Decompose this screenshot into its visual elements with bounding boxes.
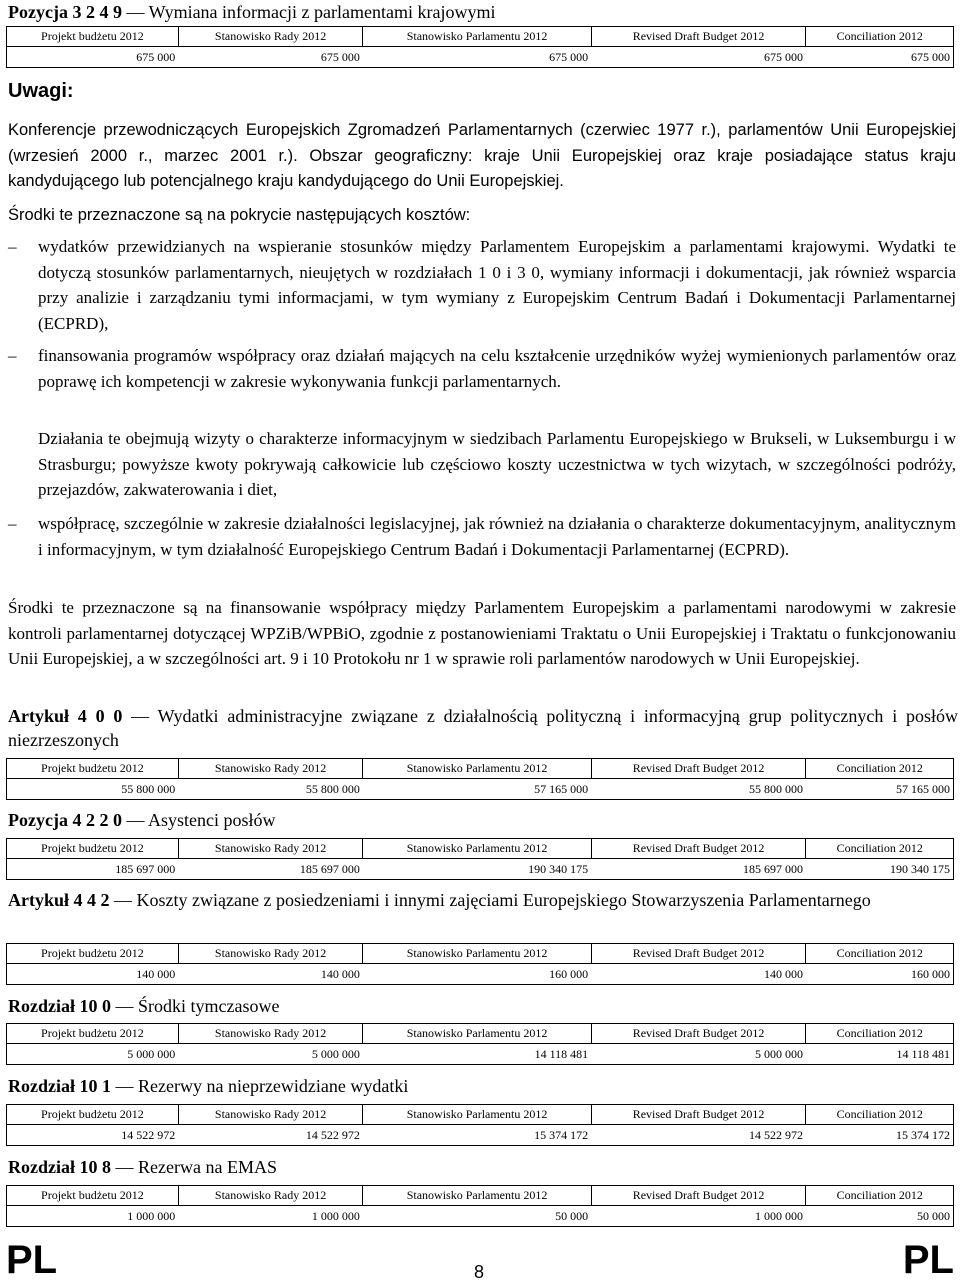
heading-separator: — bbox=[111, 1157, 138, 1177]
col-header: Revised Draft Budget 2012 bbox=[591, 1105, 806, 1125]
col-header: Stanowisko Rady 2012 bbox=[178, 1186, 363, 1206]
footer-language-right: PL bbox=[902, 1238, 954, 1282]
col-header: Conciliation 2012 bbox=[806, 1186, 954, 1206]
budget-table bbox=[6, 758, 954, 800]
section-code: Rozdział 10 1 bbox=[8, 1076, 111, 1096]
budget-value: 5 000 000 bbox=[178, 1044, 363, 1065]
budget-value: 185 697 000 bbox=[7, 859, 179, 880]
budget-value: 675 000 bbox=[7, 47, 179, 68]
budget-value: 1 000 000 bbox=[178, 1206, 363, 1227]
budget-value: 185 697 000 bbox=[591, 859, 806, 880]
section-title: Rezerwa na EMAS bbox=[138, 1157, 277, 1177]
col-header: Stanowisko Rady 2012 bbox=[178, 839, 363, 859]
heading-separator: — bbox=[109, 890, 137, 910]
section-heading bbox=[8, 810, 275, 830]
budget-values-row bbox=[7, 964, 954, 985]
budget-value: 14 522 972 bbox=[591, 1125, 806, 1146]
heading-separator: — bbox=[121, 2, 149, 22]
budget-value: 140 000 bbox=[178, 964, 363, 985]
budget-table bbox=[6, 838, 954, 880]
remarks-paragraph: Konferencje przewodniczących Europejskich Zgromadzeń Parlamentarnych (czerwiec 1977 r.), parlamentów Unii Europejskiej (wrzesień 2000 r., marzec 2001 r.). Obszar geograficzny: kraje Unii Europejskiej oraz kraje posiadające status kraju kandydującego lub potencjalnego kraju kandydującego do Unii Europejskiej. bbox=[8, 121, 956, 190]
col-header: Projekt budżetu 2012 bbox=[7, 27, 179, 47]
col-header: Stanowisko Parlamentu 2012 bbox=[363, 759, 591, 779]
budget-value: 15 374 172 bbox=[806, 1125, 954, 1146]
col-header: Conciliation 2012 bbox=[806, 1105, 954, 1125]
budget-value: 5 000 000 bbox=[591, 1044, 806, 1065]
remarks-label: Uwagi: bbox=[8, 80, 74, 102]
budget-header-row bbox=[7, 839, 954, 859]
col-header: Stanowisko Parlamentu 2012 bbox=[363, 1024, 591, 1044]
section-title: Środki tymczasowe bbox=[138, 996, 280, 1016]
bullet-item: finansowania programów współpracy oraz działań mających na celu kształcenie urzędników wyżej wymienionych parlamentów oraz poprawę ich kompetencji w zakresie wykonywania funkcji parlamentarnych. bbox=[38, 346, 956, 391]
section-heading bbox=[8, 996, 279, 1016]
budget-values-row bbox=[7, 1206, 954, 1227]
col-header: Projekt budżetu 2012 bbox=[7, 759, 179, 779]
col-header: Stanowisko Rady 2012 bbox=[178, 27, 363, 47]
bullet-dash: – bbox=[8, 514, 17, 533]
budget-value: 14 118 481 bbox=[806, 1044, 954, 1065]
budget-value: 50 000 bbox=[363, 1206, 591, 1227]
col-header: Conciliation 2012 bbox=[806, 1024, 954, 1044]
bullet-item: wydatków przewidzianych na wspieranie stosunków między Parlamentem Europejskim a parlamentami krajowymi. Wydatki te dotyczą stosunków parlamentarnych, nieujętych w rozdziałach 1 0 i 3 0, wymiany informacji i dokumentacji, jak również wsparcia przy analizie i zarządzaniu tymi informacjami, w tym wymiany z Europejskim Centrum Badań i Dokumentacji Parlamentarnej (ECPRD), bbox=[38, 237, 956, 333]
budget-value: 675 000 bbox=[363, 47, 591, 68]
budget-header-row bbox=[7, 1024, 954, 1044]
budget-value: 5 000 000 bbox=[7, 1044, 179, 1065]
col-header: Stanowisko Parlamentu 2012 bbox=[363, 1186, 591, 1206]
budget-table bbox=[6, 943, 954, 985]
col-header: Conciliation 2012 bbox=[806, 839, 954, 859]
budget-values-row bbox=[7, 1125, 954, 1146]
section-heading bbox=[8, 2, 495, 22]
budget-value: 14 118 481 bbox=[363, 1044, 591, 1065]
col-header: Conciliation 2012 bbox=[806, 759, 954, 779]
budget-value: 55 800 000 bbox=[591, 779, 806, 800]
section-heading bbox=[8, 888, 958, 912]
budget-table bbox=[6, 1185, 954, 1227]
bullet-dash: – bbox=[8, 346, 17, 365]
col-header: Projekt budżetu 2012 bbox=[7, 1105, 179, 1125]
section-code: Artykuł 4 4 2 bbox=[8, 890, 110, 910]
col-header: Revised Draft Budget 2012 bbox=[591, 759, 806, 779]
col-header: Conciliation 2012 bbox=[806, 27, 954, 47]
budget-value: 1 000 000 bbox=[591, 1206, 806, 1227]
col-header: Revised Draft Budget 2012 bbox=[591, 1024, 806, 1044]
col-header: Stanowisko Rady 2012 bbox=[178, 1105, 363, 1125]
bullet-item: współpracę, szczególnie w zakresie działalności legislacyjnej, jak również na działania o charakterze dokumentacyjnym, analitycznym i informacyjnym, w tym działalność Europejskiego Centrum Badań i Dokumentacji Parlamentarnej (ECPRD). bbox=[38, 514, 956, 559]
section-code: Rozdział 10 0 bbox=[8, 996, 111, 1016]
footer-language-left: PL bbox=[6, 1238, 58, 1282]
section-heading bbox=[8, 1076, 408, 1096]
remarks-paragraph: Środki te przeznaczone są na finansowanie współpracy między Parlamentem Europejskim a parlamentami narodowymi w zakresie kontroli parlamentarnej dotyczącej WPZiB/WPBiO, zgodnie z postanowieniami Traktatu o Unii Europejskiej i Traktatu o funkcjonowaniu Unii Europejskiej, a w szczególności art. 9 i 10 Protokołu nr 1 w sprawie roli parlamentów narodowych w Unii Europejskiej. bbox=[8, 598, 956, 668]
budget-values-row bbox=[7, 859, 954, 880]
section-code: Artykuł 4 0 0 bbox=[8, 706, 123, 726]
section-code: Rozdział 10 8 bbox=[8, 1157, 111, 1177]
budget-value: 140 000 bbox=[591, 964, 806, 985]
col-header: Stanowisko Rady 2012 bbox=[178, 944, 363, 964]
budget-value: 57 165 000 bbox=[363, 779, 591, 800]
budget-values-row bbox=[7, 779, 954, 800]
budget-header-row bbox=[7, 1186, 954, 1206]
section-title: Asystenci posłów bbox=[147, 810, 276, 830]
budget-value: 55 800 000 bbox=[7, 779, 179, 800]
section-title: Wydatki administracyjne związane z działalnością polityczną i informacyjną grup politycznych i posłów niezrzeszonych bbox=[8, 706, 958, 750]
col-header: Projekt budżetu 2012 bbox=[7, 839, 179, 859]
col-header: Projekt budżetu 2012 bbox=[7, 1186, 179, 1206]
col-header: Revised Draft Budget 2012 bbox=[591, 944, 806, 964]
section-title: Rezerwy na nieprzewidziane wydatki bbox=[138, 1076, 409, 1096]
heading-separator: — bbox=[122, 706, 158, 726]
heading-separator: — bbox=[121, 810, 148, 830]
budget-value: 190 340 175 bbox=[806, 859, 954, 880]
col-header: Revised Draft Budget 2012 bbox=[591, 839, 806, 859]
budget-value: 15 374 172 bbox=[363, 1125, 591, 1146]
budget-header-row bbox=[7, 944, 954, 964]
budget-header-row bbox=[7, 27, 954, 47]
budget-table bbox=[6, 26, 954, 68]
col-header: Conciliation 2012 bbox=[806, 944, 954, 964]
remarks-paragraph: Środki te przeznaczone są na pokrycie następujących kosztów: bbox=[8, 206, 471, 224]
col-header: Stanowisko Rady 2012 bbox=[178, 759, 363, 779]
col-header: Stanowisko Rady 2012 bbox=[178, 1024, 363, 1044]
heading-separator: — bbox=[111, 996, 138, 1016]
col-header: Stanowisko Parlamentu 2012 bbox=[363, 1105, 591, 1125]
col-header: Projekt budżetu 2012 bbox=[7, 944, 179, 964]
budget-value: 675 000 bbox=[806, 47, 954, 68]
col-header: Stanowisko Parlamentu 2012 bbox=[363, 27, 591, 47]
col-header: Stanowisko Parlamentu 2012 bbox=[363, 839, 591, 859]
budget-table bbox=[6, 1104, 954, 1146]
budget-values-row bbox=[7, 47, 954, 68]
page-number: 8 bbox=[474, 1262, 485, 1282]
budget-value: 14 522 972 bbox=[7, 1125, 179, 1146]
budget-value: 185 697 000 bbox=[178, 859, 363, 880]
budget-value: 190 340 175 bbox=[363, 859, 591, 880]
budget-value: 1 000 000 bbox=[7, 1206, 179, 1227]
budget-value: 14 522 972 bbox=[178, 1125, 363, 1146]
budget-value: 55 800 000 bbox=[178, 779, 363, 800]
section-title: Wymiana informacji z parlamentami krajowymi bbox=[148, 2, 496, 22]
section-heading bbox=[8, 704, 958, 752]
budget-value: 160 000 bbox=[363, 964, 591, 985]
budget-value: 57 165 000 bbox=[806, 779, 954, 800]
budget-value: 675 000 bbox=[591, 47, 806, 68]
section-heading bbox=[8, 1157, 277, 1177]
section-code: Pozycja 3 2 4 9 bbox=[8, 2, 122, 22]
section-title: Koszty związane z posiedzeniami i innymi zajęciami Europejskiego Stowarzyszenia Parlamentarnego bbox=[136, 890, 871, 910]
budget-value: 160 000 bbox=[806, 964, 954, 985]
budget-values-row bbox=[7, 1044, 954, 1065]
bullet-dash: – bbox=[8, 237, 17, 256]
budget-value: 50 000 bbox=[806, 1206, 954, 1227]
col-header: Revised Draft Budget 2012 bbox=[591, 1186, 806, 1206]
budget-value: 140 000 bbox=[7, 964, 179, 985]
col-header: Stanowisko Parlamentu 2012 bbox=[363, 944, 591, 964]
budget-header-row bbox=[7, 759, 954, 779]
section-code: Pozycja 4 2 2 0 bbox=[8, 810, 122, 830]
col-header: Projekt budżetu 2012 bbox=[7, 1024, 179, 1044]
budget-header-row bbox=[7, 1105, 954, 1125]
heading-separator: — bbox=[111, 1076, 138, 1096]
bullet-continuation: Działania te obejmują wizyty o charakterze informacyjnym w siedzibach Parlamentu Europejskiego w Brukseli, w Luksemburgu i w Strasburgu; powyższe kwoty pokrywają całkowicie lub częściowo koszty uczestnictwa w tych wizytach, w szczególności podróży, przejazdów, zakwaterowania i diet, bbox=[38, 429, 956, 499]
col-header: Revised Draft Budget 2012 bbox=[591, 27, 806, 47]
budget-table bbox=[6, 1023, 954, 1065]
budget-value: 675 000 bbox=[178, 47, 363, 68]
